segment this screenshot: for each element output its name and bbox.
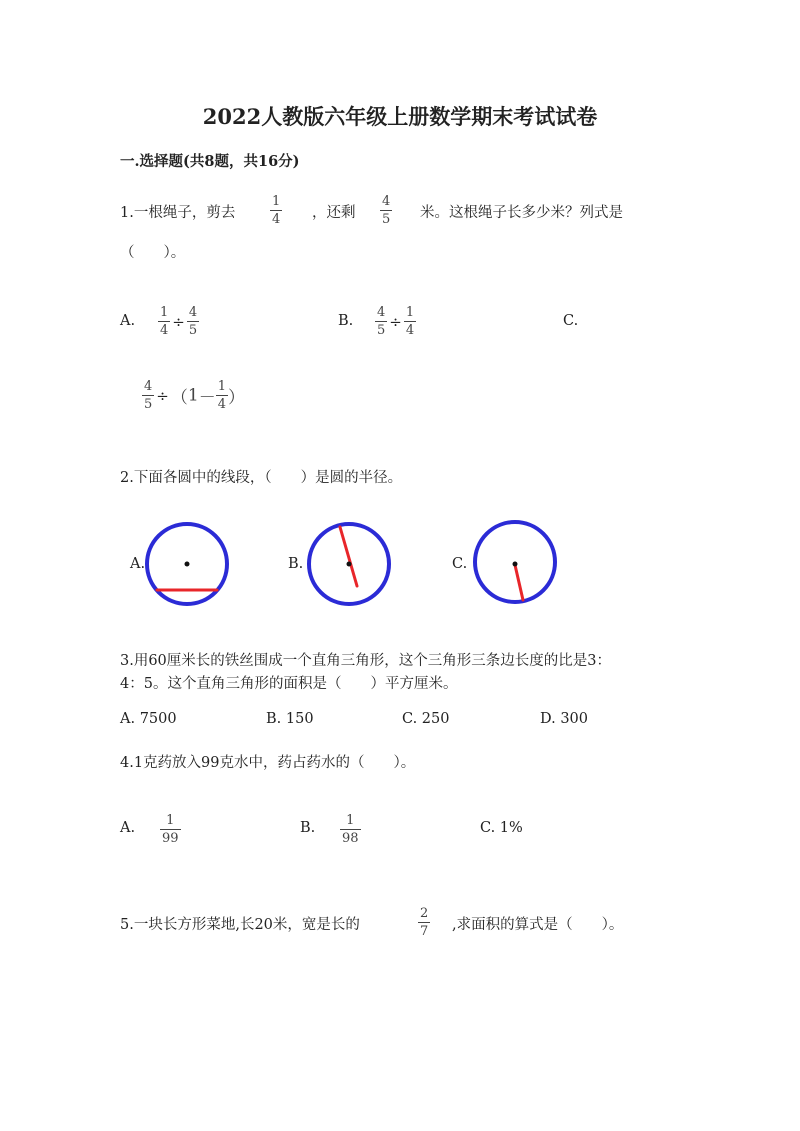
minus-sign: － bbox=[198, 388, 216, 408]
fraction-denominator: 5 bbox=[144, 397, 153, 412]
fraction-denominator: 4 bbox=[160, 323, 169, 338]
fraction-numerator: 1 bbox=[405, 305, 415, 320]
q4-option-c: C. 1% bbox=[480, 820, 523, 836]
divide-sign: ÷ bbox=[172, 312, 185, 331]
divide-sign: ÷ bbox=[389, 312, 402, 331]
chord-segment bbox=[340, 527, 357, 586]
one: 1 bbox=[187, 385, 199, 406]
page-title: 2022人教版六年级上册数学期末考试试卷 bbox=[202, 104, 598, 129]
q1-option-b-expression bbox=[375, 306, 416, 337]
fraction-denominator: 5 bbox=[382, 212, 391, 227]
question-3-line-2: 4：5。这个直角三角形的面积是（ ）平方厘米。 bbox=[120, 676, 458, 692]
question-5-text-b: ,求面积的算式是（ ）。 bbox=[452, 917, 624, 933]
question-2-text: 2.下面各圆中的线段，（ ）是圆的半径。 bbox=[120, 470, 403, 486]
q4-option-b-fraction bbox=[340, 814, 361, 845]
fraction-denominator: 99 bbox=[162, 831, 179, 846]
center-dot bbox=[513, 562, 518, 567]
q2-option-b-label: B. bbox=[288, 556, 304, 572]
fraction-numerator: 2 bbox=[420, 906, 429, 921]
q4-option-a-fraction bbox=[160, 814, 181, 845]
q3-option-d: D. 300 bbox=[540, 711, 589, 727]
fraction-numerator: 4 bbox=[188, 305, 198, 320]
fraction-numerator: 1 bbox=[217, 379, 226, 394]
fraction-numerator: 1 bbox=[272, 194, 281, 209]
fraction-numerator: 4 bbox=[144, 379, 153, 394]
right-paren: ） bbox=[227, 388, 245, 408]
fraction-denominator: 4 bbox=[272, 212, 281, 227]
q1-option-a-expression bbox=[158, 306, 199, 337]
q3-option-b: B. 150 bbox=[266, 711, 314, 727]
circle-a-diagram bbox=[140, 518, 236, 614]
fraction-denominator: 4 bbox=[405, 323, 415, 338]
q1-option-c-label: C. bbox=[563, 313, 579, 329]
fraction-numerator: 1 bbox=[160, 305, 169, 320]
question-1-fraction-left bbox=[380, 195, 392, 226]
q1-option-c-expression bbox=[142, 380, 245, 411]
question-5-fraction bbox=[418, 907, 430, 938]
fraction-numerator: 4 bbox=[382, 194, 391, 209]
fraction-numerator: 4 bbox=[377, 305, 386, 320]
center-dot bbox=[185, 562, 190, 567]
divide-sign: ÷ bbox=[156, 386, 169, 405]
question-3-line-1: 3.用60厘米长的铁丝围成一个直角三角形，这个三角形三条边长度的比是3： bbox=[120, 653, 612, 669]
q3-option-c: C. 250 bbox=[402, 711, 450, 727]
q3-option-a: A. 7500 bbox=[120, 711, 177, 727]
q2-option-a-label: A. bbox=[130, 556, 146, 572]
q2-option-c-label: C. bbox=[452, 556, 468, 572]
question-1-text-d: （ ）。 bbox=[120, 245, 186, 261]
q4-option-a-label: A. bbox=[120, 820, 136, 836]
fraction-numerator: 1 bbox=[346, 813, 355, 828]
fraction-numerator: 1 bbox=[166, 813, 175, 828]
question-1-text-a: 1.一根绳子，剪去 bbox=[120, 205, 236, 221]
circle-b-diagram bbox=[302, 518, 398, 614]
q4-option-b-label: B. bbox=[300, 820, 316, 836]
q1-option-a-label: A. bbox=[120, 313, 136, 329]
question-1-text-c: 米。这根绳子长多少米？列式是 bbox=[420, 205, 623, 221]
question-1-fraction-cut bbox=[270, 195, 282, 226]
fraction-denominator: 7 bbox=[420, 924, 429, 939]
question-5-text-a: 5.一块长方形菜地,长20米，宽是长的 bbox=[120, 917, 360, 933]
radius-segment bbox=[515, 565, 523, 600]
left-paren: （ bbox=[170, 388, 188, 408]
question-4-text: 4.1克药放入99克水中，药占药水的（ ）。 bbox=[120, 755, 416, 771]
fraction-denominator: 98 bbox=[342, 831, 359, 846]
fraction-denominator: 4 bbox=[217, 397, 226, 412]
fraction-denominator: 5 bbox=[377, 323, 386, 338]
section-heading: 一.选择题(共8题，共16分) bbox=[120, 153, 300, 170]
question-1-text-b: ，还剩 bbox=[312, 205, 356, 221]
center-dot bbox=[347, 562, 352, 567]
circle-c-diagram bbox=[468, 517, 564, 613]
q1-option-b-label: B. bbox=[338, 313, 354, 329]
fraction-denominator: 5 bbox=[188, 323, 198, 338]
